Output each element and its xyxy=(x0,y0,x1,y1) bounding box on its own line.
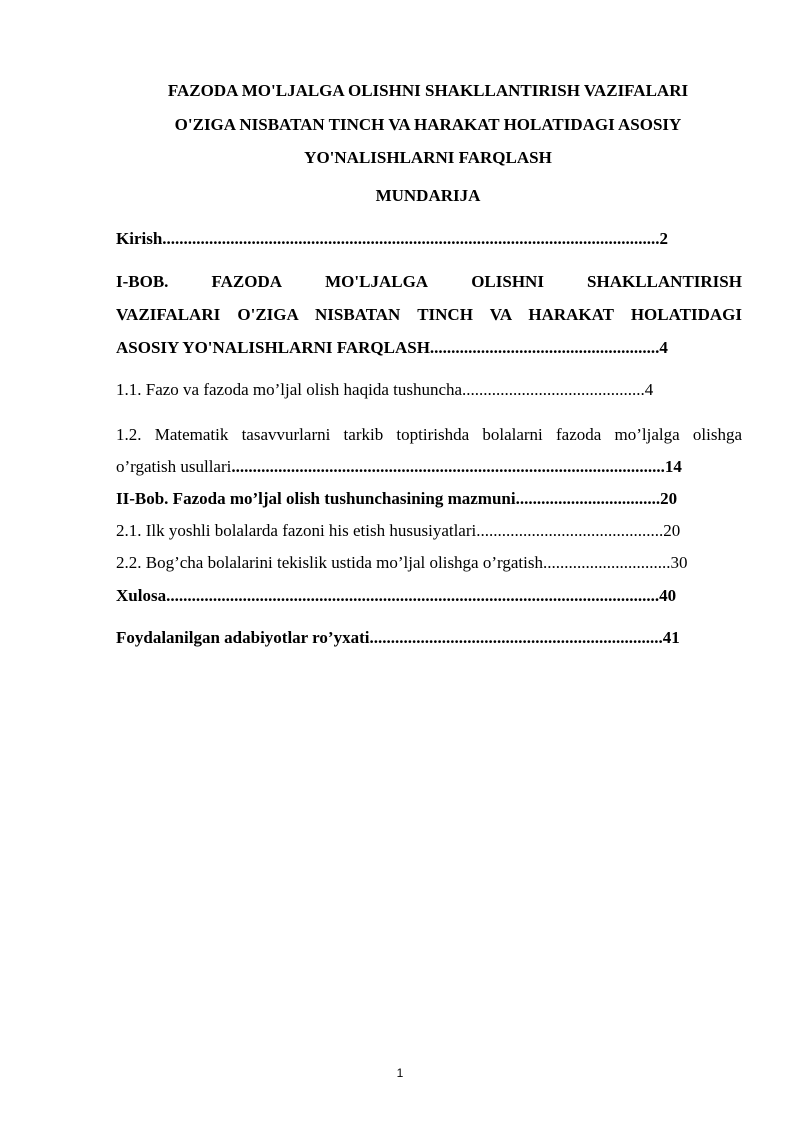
page-number: 1 xyxy=(396,1066,404,1080)
toc-entry-section-1-2-line1: 1.2. Matematik tasavvurlarni tarkib toptirishda bolalarni fazoda mo’ljalga olishga xyxy=(116,425,742,444)
chapter1-word: I-BOB. xyxy=(116,272,169,291)
toc-entry-section-1-2-line2 xyxy=(116,452,742,482)
title-line-3: YO'NALISHLARNI FARQLASH xyxy=(304,148,552,167)
toc-entry-xulosa: Xulosa....................................................................................................................40 xyxy=(116,586,677,605)
toc-entry-chapter2: II-Bob. Fazoda mo’ljal olish tushunchasining mazmuni..................................20 xyxy=(116,489,678,508)
chapter1-word: SHAKLLANTIRISH xyxy=(587,272,742,291)
toc-entry-chapter1-line2: VAZIFALARI O'ZIGA NISBATAN TINCH VA HARAKAT HOLATIDAGI xyxy=(116,305,742,324)
toc-entry-kirish: Kirish.....................................................................................................................2 xyxy=(116,229,669,248)
toc-entry-section-2-2: 2.2. Bog’cha bolalarini tekislik ustida mo’ljal olishga o’rgatish..............................30 xyxy=(116,553,688,572)
title-line-2: O'ZIGA NISBATAN TINCH VA HARAKAT HOLATIDAGI ASOSIY xyxy=(174,114,682,134)
toc-entry-section-1-1: 1.1. Fazo va fazoda mo’ljal olish haqida tushuncha...........................................4 xyxy=(116,380,654,399)
title-line-1: FAZODA MO'LJALGA OLISHNI SHAKLLANTIRISH VAZIFALARI xyxy=(167,81,689,100)
toc-entry-adabiyotlar: Foydalanilgan adabiyotlar ro’yxati.....................................................................41 xyxy=(116,628,680,647)
chapter1-word: MO'LJALGA xyxy=(325,272,429,291)
toc-entry-section-2-1: 2.1. Ilk yoshli bolalarda fazoni his etish hususiyatlari............................................20 xyxy=(116,521,681,540)
chapter1-word: OLISHNI xyxy=(471,272,544,291)
toc-entry-chapter1-line3: ASOSIY YO'NALISHLARNI FARQLASH......................................................4 xyxy=(116,338,668,357)
toc-heading: MUNDARIJA xyxy=(375,186,481,205)
section-1-2-dots: ......................................................................................................14 xyxy=(231,457,682,476)
section-1-2-text: o’rgatish usullari xyxy=(116,457,232,476)
document-title xyxy=(114,74,742,175)
toc-entry-chapter1-line1 xyxy=(116,267,742,297)
chapter1-word: FAZODA xyxy=(211,272,283,291)
